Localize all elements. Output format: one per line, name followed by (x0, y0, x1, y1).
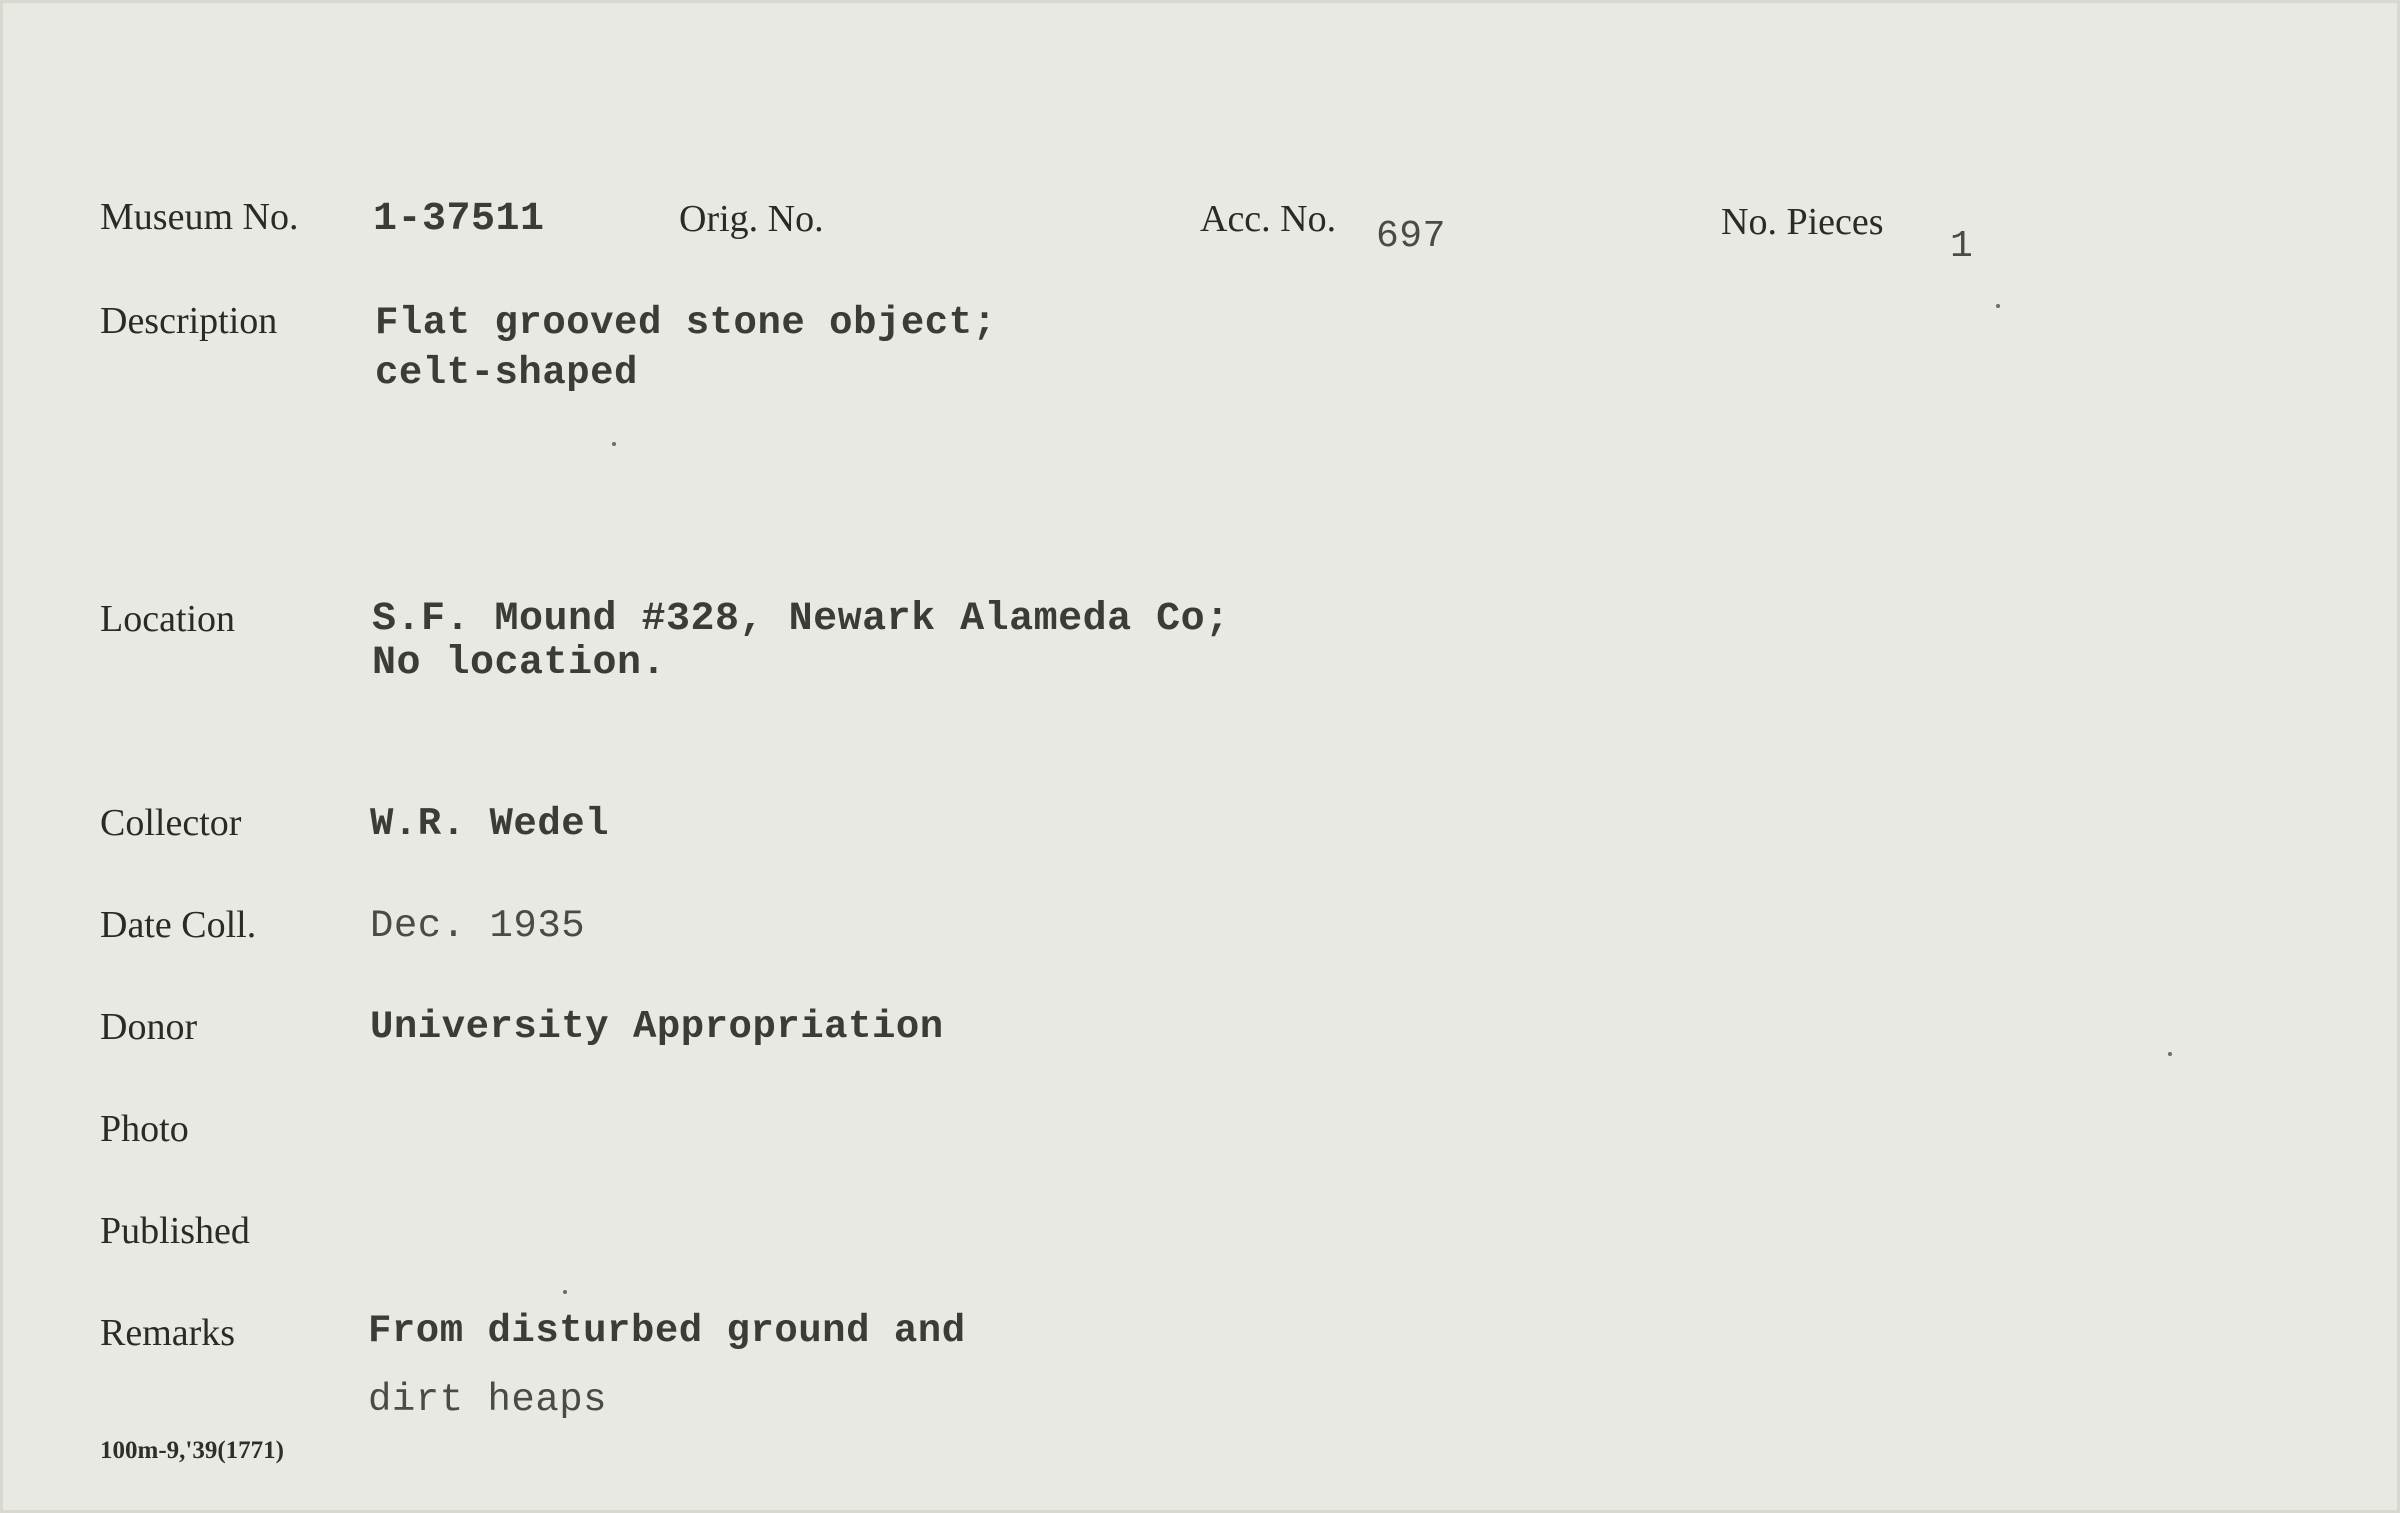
description-line-1: Flat grooved stone object; (375, 301, 997, 345)
speck-mark (1996, 304, 2000, 308)
speck-mark (612, 442, 616, 446)
acc-no-value: 697 (1376, 215, 1446, 258)
no-pieces-value: 1 (1950, 225, 1974, 268)
collector-label: Collector (100, 802, 242, 844)
speck-mark (2168, 1052, 2172, 1056)
published-label: Published (100, 1210, 250, 1252)
photo-label: Photo (100, 1108, 189, 1150)
date-coll-label: Date Coll. (100, 904, 257, 946)
remarks-label: Remarks (100, 1312, 236, 1354)
remarks-line-1: From disturbed ground and (368, 1309, 966, 1353)
collector-value: W.R. Wedel (370, 802, 610, 846)
acc-no-label: Acc. No. (1200, 198, 1337, 240)
description-label: Description (100, 300, 278, 342)
speck-mark (563, 1290, 567, 1294)
no-pieces-label: No. Pieces (1721, 201, 1884, 243)
donor-value: University Appropriation (370, 1005, 944, 1049)
donor-label: Donor (100, 1006, 198, 1048)
location-line-2: No location. (372, 641, 667, 686)
orig-no-label: Orig. No. (679, 198, 824, 240)
remarks-line-2: dirt heaps (368, 1378, 608, 1422)
description-line-2: celt-shaped (375, 351, 638, 395)
location-label: Location (100, 598, 236, 640)
location-line-1: S.F. Mound #328, Newark Alameda Co; (372, 597, 1230, 642)
print-code: 100m-9,'39(1771) (100, 1437, 284, 1464)
museum-no-value: 1-37511 (373, 197, 545, 242)
museum-no-label: Museum No. (100, 196, 299, 238)
date-coll-value: Dec. 1935 (370, 904, 586, 948)
